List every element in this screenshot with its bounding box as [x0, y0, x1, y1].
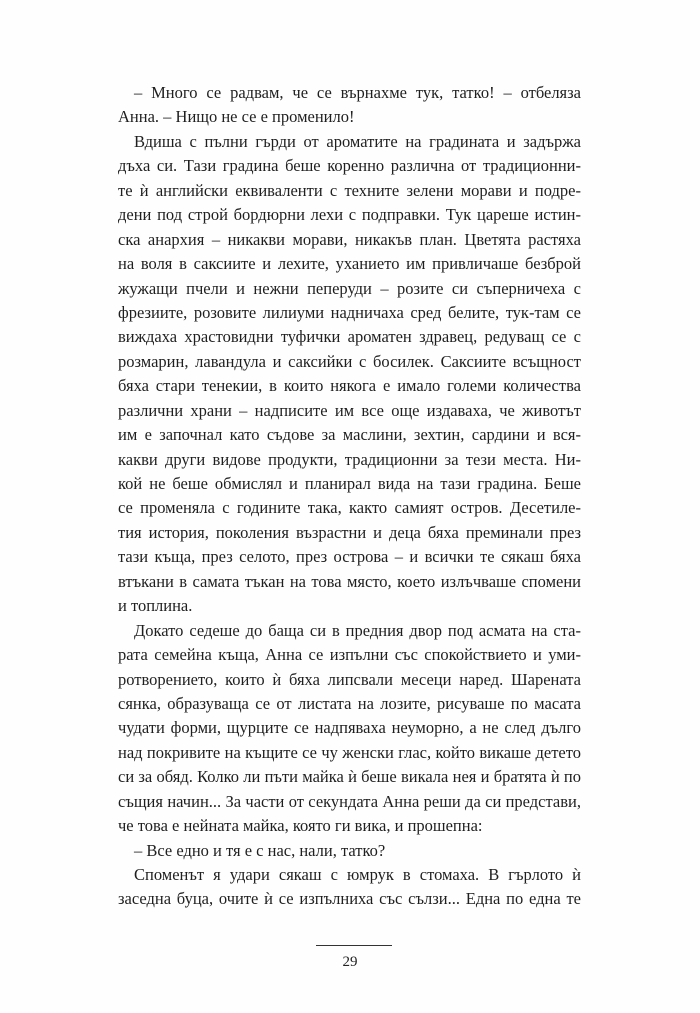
text-line: дъха си. Тази градина беше коренно различна от традиционни- [118, 156, 581, 176]
text-line: те ѝ английски еквиваленти с техните зелени морави и подре- [118, 180, 581, 200]
text-line: кой не беше обмислял и планирал вида на тази градина. Беше [118, 474, 581, 493]
text-line: какви други видове продукти, традиционни за тези места. Ни- [118, 449, 581, 469]
text-line: се променяла с годините така, както самият остров. Десетиле- [118, 498, 581, 518]
text-line: втъкани в самата тъкан на това място, което излъчваше спомени [118, 571, 581, 591]
text-line: рата семейна къща, Анна се изпълни със спокойствието и уми- [118, 645, 581, 665]
text-line: дени под строй бордюрни лехи с подправки. Тук цареше истин- [118, 205, 581, 225]
footer-rule [316, 945, 392, 946]
text-line: над покривите на къщите се чу женски глас, който викаше детето [118, 742, 581, 762]
text-line: сянка, образуваща се от листата на лозите, рисуваше по масата [118, 693, 581, 713]
text-line: Докато седеше до баща си в предния двор под асмата на ста- [134, 620, 581, 640]
text-line: – Все едно и тя е с нас, нали, татко? [134, 840, 386, 860]
text-line: Анна. – Нищо не се е променило! [118, 107, 355, 127]
text-line: чудати форми, щурците се надпяваха неуморно, а не след дълго [118, 718, 581, 738]
text-line: същия начин... За части от секундата Анна реши да си представи, [118, 791, 581, 811]
text-line: виждаха храстовидни туфички ароматен здравец, редуващ се с [118, 327, 581, 347]
text-line: фрезиите, розовите лилиуми надничаха сред белите, тук-там се [118, 302, 581, 322]
text-line: им е започнал като съдове за маслини, зехтин, сардини и вся- [118, 425, 581, 445]
text-line: на воля в саксиите и лехите, уханието им привличаше безброй [118, 254, 581, 274]
text-line: жужащи пчели и нежни пеперуди – розите си съперничеха с [118, 278, 581, 298]
page-number: 29 [342, 954, 358, 970]
text-line: ротворението, които ѝ бяха липсвали месеци наред. Шарената [118, 669, 581, 689]
text-line: ска анархия – никакви морави, никакъв план. Цветята растяха [118, 229, 581, 249]
text-line: Вдиша с пълни гърди от ароматите на градината и задържа [134, 131, 581, 151]
body-text [118, 81, 581, 912]
text-line: че това е нейната майка, която ги вика, и прошепна: [118, 816, 483, 836]
text-line: Споменът я удари сякаш с юмрук в стомаха. В гърлото ѝ [134, 865, 581, 884]
text-line: си за обяд. Колко ли пъти майка ѝ беше викала нея и братята ѝ по [118, 767, 581, 787]
text-line: бяха стари тенекии, в които някога е имало големи количества [118, 376, 581, 396]
text-line: тази къща, през селото, през острова – и всички те сякаш бяха [118, 547, 581, 567]
text-line: розмарин, лавандула и саксийки с босилек. Саксиите всъщност [118, 351, 581, 371]
text-line: и топлина. [118, 596, 193, 616]
text-line: заседна буца, очите ѝ се изпълниха със сълзи... Една по една те [118, 889, 581, 909]
text-line: различни храни – надписите им все още издаваха, че животът [118, 400, 581, 420]
text-line: – Много се радвам, че се върнахме тук, татко! – отбеляза [134, 83, 581, 102]
text-line: тия история, поколения възрастни и деца бяха преминали през [118, 522, 581, 542]
